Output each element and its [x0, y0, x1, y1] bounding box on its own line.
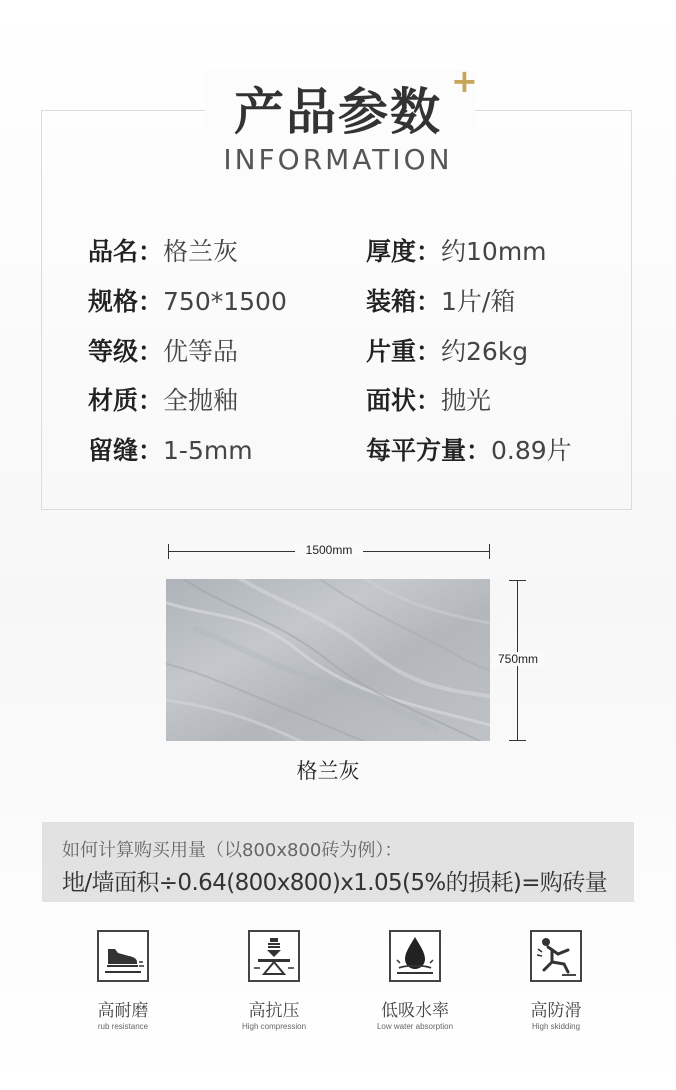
spec-value: 优等品 [163, 337, 239, 366]
spec-value: 约10mm [441, 237, 547, 266]
spec-row [88, 232, 238, 268]
calc-instruction: 如何计算购买用量（以800x800砖为例）： [62, 840, 403, 861]
spec-value: 格兰灰 [163, 237, 239, 266]
spec-row [88, 431, 253, 467]
page-subtitle: INFORMATION [223, 143, 453, 176]
feature-subtitle: Low water absorption [376, 1022, 454, 1031]
feature-subtitle: rub resistance [97, 1022, 149, 1031]
shoe-icon [97, 930, 149, 982]
spec-row [366, 431, 572, 467]
spec-row [366, 282, 515, 318]
feature-low-absorption [345, 930, 485, 1031]
spec-row [366, 332, 528, 368]
spec-label: 规格： [88, 287, 164, 316]
plus-icon: + [451, 62, 478, 100]
spec-value: 约26kg [441, 337, 529, 366]
calculation-box [42, 822, 634, 902]
spec-row [88, 381, 238, 417]
spec-label: 面状： [366, 386, 442, 415]
spec-row [366, 232, 547, 268]
spec-value: 全抛釉 [163, 386, 239, 415]
spec-value: 1-5mm [163, 436, 253, 465]
spec-label: 片重： [366, 337, 442, 366]
spec-label: 材质： [88, 386, 164, 415]
height-tick-bottom [509, 740, 526, 741]
feature-title: 低吸水率 [381, 1001, 449, 1021]
feature-compression [204, 930, 344, 1031]
width-tick-left [168, 544, 169, 559]
spec-row [88, 332, 238, 368]
spec-row [366, 381, 491, 417]
spec-label: 厚度： [366, 237, 442, 266]
spec-value: 750*1500 [163, 287, 287, 316]
feature-subtitle: High skidding [531, 1022, 581, 1031]
spec-label: 品名： [88, 237, 164, 266]
calc-formula: 地/墙面积÷0.64(800x800)x1.05(5%的损耗)=购砖量 [62, 870, 608, 896]
feature-title: 高耐磨 [97, 1001, 149, 1021]
tile-swatch [166, 579, 490, 741]
spec-label: 每平方量： [366, 436, 492, 465]
spec-value: 抛光 [441, 386, 492, 415]
width-tick-right [489, 544, 490, 559]
page-title: 产品参数 [234, 83, 442, 141]
spec-label: 留缝： [88, 436, 164, 465]
feature-anti-slip [486, 930, 626, 1031]
feature-title: 高抗压 [248, 1001, 300, 1021]
height-tick-top [509, 580, 526, 581]
feature-title: 高防滑 [530, 1001, 582, 1021]
water-drop-icon [389, 930, 441, 982]
feature-subtitle: High compression [241, 1022, 307, 1031]
width-label: 1500mm [295, 543, 363, 557]
spec-label: 等级： [88, 337, 164, 366]
spec-value: 0.89片 [491, 436, 572, 465]
marble-texture [166, 579, 490, 741]
spec-value: 1片/箱 [441, 287, 516, 316]
slip-person-icon [530, 930, 582, 982]
feature-rub-resistance [53, 930, 193, 1031]
height-label: 750mm [492, 652, 544, 666]
press-icon [248, 930, 300, 982]
spec-row [88, 282, 287, 318]
tile-caption: 格兰灰 [296, 759, 360, 783]
spec-label: 装箱： [366, 287, 442, 316]
